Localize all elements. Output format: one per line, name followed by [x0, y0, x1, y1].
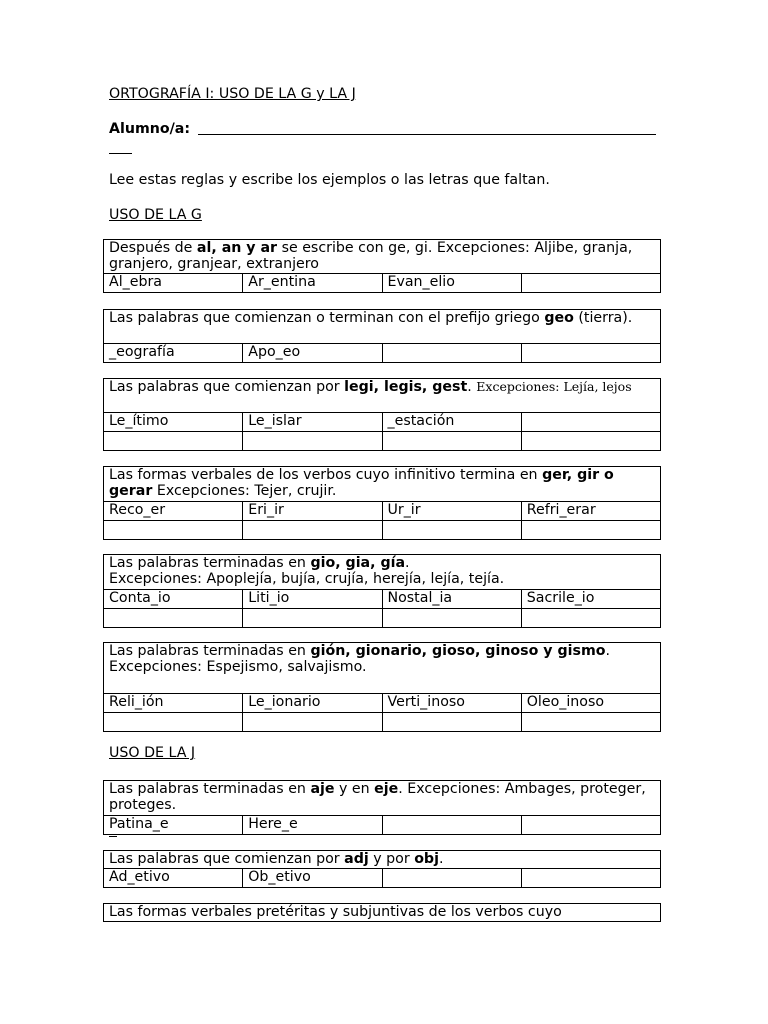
rule-box-g3 [103, 378, 661, 451]
answer-cell[interactable]: Verti_inoso [383, 694, 522, 712]
answer-cell[interactable] [104, 521, 243, 539]
answer-cell[interactable]: _estación [383, 413, 522, 431]
answer-cell[interactable]: Evan_elio [383, 274, 522, 292]
answer-cell[interactable] [383, 713, 522, 731]
rule-text: Después de al, an y ar se escribe con ge, gi. Excepciones: Aljibe, granja, granjero, granjear, extranjero [104, 240, 660, 274]
answer-cell[interactable] [104, 432, 243, 450]
rule-box-g4 [103, 466, 661, 540]
answer-cell[interactable]: Le_ionario [243, 694, 382, 712]
answer-cell[interactable] [522, 713, 660, 731]
rule-box-g1 [103, 239, 661, 293]
answer-cell[interactable] [522, 413, 660, 431]
page-title: ORTOGRAFÍA I: USO DE LA G y LA J [109, 86, 356, 102]
answer-cell[interactable]: Le_ítimo [104, 413, 243, 431]
answer-cell[interactable]: Le_islar [243, 413, 382, 431]
student-name-label: Alumno/a: [109, 121, 191, 137]
rule-box-g5 [103, 554, 661, 628]
answer-row [104, 713, 660, 731]
answer-cell[interactable]: Eri_ir [243, 502, 382, 520]
rule-text: Las palabras terminadas en gio, gia, gía. Excepciones: Apoplejía, bujía, crujía, herejía, lejía, tejía. [104, 555, 660, 590]
stray-dash [109, 836, 117, 837]
answer-cell[interactable] [383, 609, 522, 627]
rule-text: Las palabras que comienzan o terminan con el prefijo griego geo (tierra). [104, 310, 660, 344]
answer-row [104, 590, 660, 609]
answer-cell[interactable] [522, 432, 660, 450]
answer-row [104, 274, 660, 292]
answer-row [104, 869, 660, 887]
answer-cell[interactable] [383, 344, 522, 362]
answer-row [104, 344, 660, 362]
rule-text: Las formas verbales de los verbos cuyo infinitivo termina en ger, gir o gerar Excepciones: Tejer, crujir. [104, 467, 660, 502]
answer-cell[interactable]: Ur_ir [383, 502, 522, 520]
answer-cell[interactable] [243, 713, 382, 731]
answer-cell[interactable]: Sacrile_io [526, 590, 595, 606]
rule-text: Las palabras que comienzan por legi, legis, gest. Excepciones: Lejía, lejos [104, 379, 660, 413]
answer-cell[interactable] [522, 609, 660, 627]
student-name-line[interactable] [198, 134, 656, 135]
rule-box-g6 [103, 642, 661, 732]
answer-cell[interactable] [383, 432, 522, 450]
answer-cell[interactable]: Liti_io [243, 590, 382, 608]
answer-cell[interactable]: Ob_etivo [243, 869, 382, 887]
section-heading-j: USO DE LA J [109, 745, 196, 761]
rule-box-j1 [103, 780, 661, 835]
answer-cell[interactable]: Reli_ión [104, 694, 243, 712]
answer-cell[interactable] [522, 521, 660, 539]
answer-cell[interactable] [383, 869, 522, 887]
answer-cell[interactable] [243, 609, 382, 627]
answer-cell[interactable] [383, 816, 522, 834]
answer-cell[interactable] [522, 869, 660, 887]
answer-cell[interactable] [522, 816, 660, 834]
instructions: Lee estas reglas y escribe los ejemplos o las letras que faltan. [109, 172, 550, 188]
answer-cell[interactable]: Nostal_ia [383, 590, 522, 608]
rule-text: Las formas verbales pretéritas y subjuntivas de los verbos cuyo [109, 904, 562, 920]
answer-cell[interactable]: Conta_io [104, 590, 243, 608]
section-heading-g: USO DE LA G [109, 207, 202, 223]
answer-row [104, 432, 660, 450]
answer-cell[interactable]: Reco_er [104, 502, 243, 520]
answer-cell[interactable] [522, 344, 660, 362]
answer-cell[interactable]: Ar_entina [243, 274, 382, 292]
rule-text: Las palabras que comienzan por adj y por obj. [104, 851, 660, 869]
answer-row [104, 694, 660, 713]
student-name-line-continuation[interactable] [109, 153, 132, 154]
answer-row [104, 413, 660, 432]
answer-cell[interactable] [104, 713, 243, 731]
answer-cell[interactable]: Patina_e [104, 816, 243, 834]
rule-text: Las palabras terminadas en gión, gionario, gioso, ginoso y gismo. Excepciones: Espejismo, salvajismo. [104, 643, 660, 694]
answer-cell[interactable]: Oleo_inoso [526, 694, 605, 710]
answer-cell[interactable] [522, 274, 660, 292]
rule-box-g2 [103, 309, 661, 363]
answer-cell[interactable] [383, 521, 522, 539]
answer-cell[interactable]: Al_ebra [104, 274, 243, 292]
rule-box-j2 [103, 850, 661, 888]
rule-box-j3 [103, 903, 661, 922]
answer-cell[interactable]: Refri_erar [526, 502, 596, 518]
answer-row [104, 502, 660, 521]
answer-cell[interactable] [243, 521, 382, 539]
answer-row [104, 521, 660, 539]
answer-cell[interactable]: Apo_eo [243, 344, 382, 362]
answer-cell[interactable] [104, 609, 243, 627]
answer-row [104, 816, 660, 834]
rule-text: Las palabras terminadas en aje y en eje. Excepciones: Ambages, proteger, proteges. [104, 781, 660, 816]
answer-cell[interactable] [243, 432, 382, 450]
answer-cell[interactable]: Here_e [243, 816, 382, 834]
answer-cell[interactable]: _eografía [104, 344, 243, 362]
answer-cell[interactable]: Ad_etivo [104, 869, 243, 887]
answer-row [104, 609, 660, 627]
